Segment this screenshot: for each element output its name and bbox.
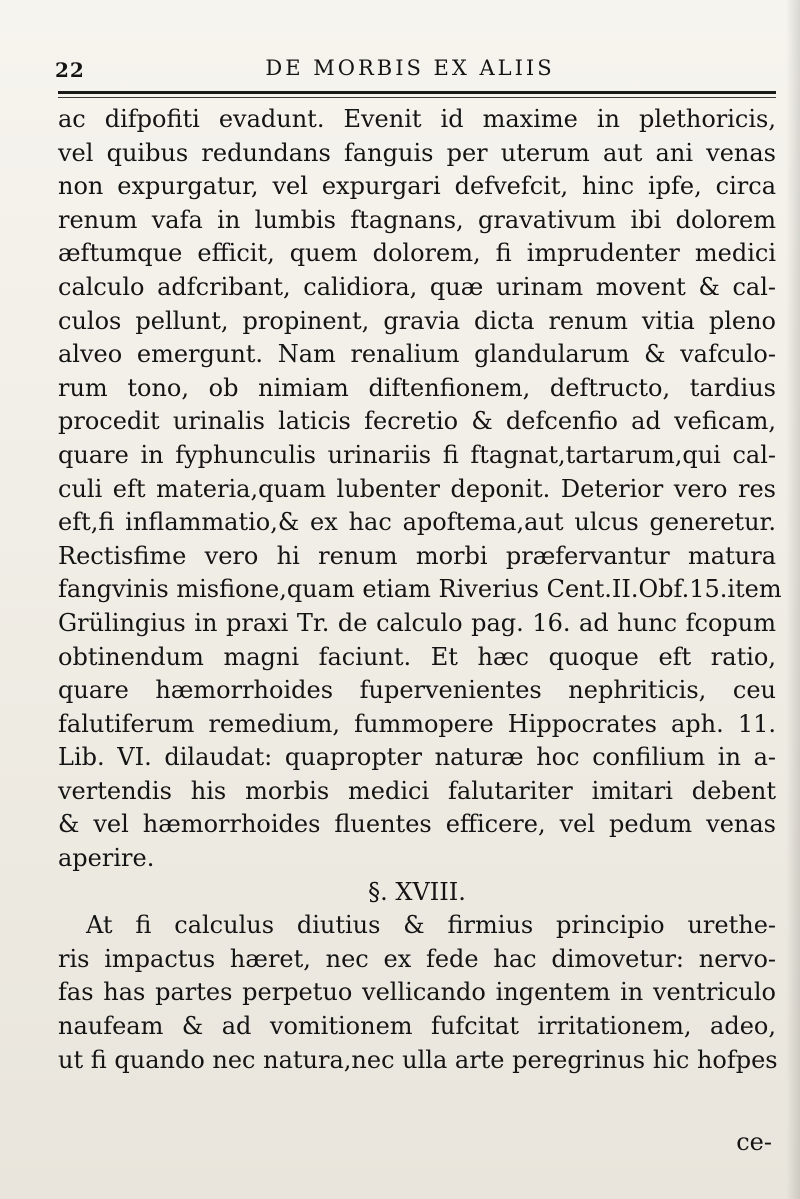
running-head: DE MORBIS EX ALIIS <box>265 56 555 80</box>
header-rule-thin <box>58 97 776 98</box>
text-line: Lib. VI. dilaudat: quapropter naturæ hoc confilium in a- <box>58 743 776 772</box>
text-line: Grülingius in praxi Tr. de calculo pag. 16. ad hunc fcopum <box>58 608 776 637</box>
text-line: alveo emergunt. Nam renalium glandularum & vafculo- <box>58 340 776 369</box>
page-number: 22 <box>55 58 85 82</box>
text-line: non expurgatur, vel expurgari defvefcit, hinc ipfe, circa <box>58 172 776 201</box>
text-line: ris impactus hæret, nec ex fede hac dimovetur: nervo- <box>58 944 776 973</box>
text-line: fangvinis misfione,quam etiam Riverius Cent.II.Obf.15.item <box>58 575 782 604</box>
text-line: aperire. <box>58 844 155 873</box>
text-line: fas has partes perpetuo vellicando ingentem in ventriculo <box>58 978 776 1007</box>
text-line: & vel hæmorrhoides fluentes efficere, vel pedum venas <box>58 810 776 839</box>
text-line: vel quibus redundans fanguis per uterum aut ani venas <box>58 138 776 167</box>
text-line: naufeam & ad vomitionem fufcitat irritationem, adeo, <box>58 1012 776 1041</box>
text-line: calculo adfcribant, calidiora, quæ urinam movent & cal- <box>58 272 776 301</box>
page-edge-shadow <box>786 0 800 1199</box>
text-line: vertendis his morbis medici falutariter imitari debent <box>58 776 776 805</box>
text-line: renum vafa in lumbis ftagnans, gravativum ibi dolorem <box>58 205 776 234</box>
text-line: quare hæmorrhoides fupervenientes nephriticis, ceu <box>58 676 776 705</box>
text-line: culos pellunt, propinent, gravia dicta renum vitia pleno <box>58 306 776 335</box>
text-line: obtinendum magni faciunt. Et hæc quoque eft ratio, <box>58 642 776 671</box>
text-line: ac difpofiti evadunt. Evenit id maxime in plethoricis, <box>58 105 776 133</box>
text-line: procedit urinalis laticis fecretio & defcenfio ad veficam, <box>58 407 776 436</box>
header-rule <box>58 91 776 94</box>
catchword: ce- <box>736 1128 772 1156</box>
text-line: eft,fi inflammatio,& ex hac apoftema,aut ulcus generetur. <box>58 508 776 537</box>
text-line: rum tono, ob nimiam diftenfionem, deftructo, tardius <box>58 373 776 402</box>
text-line: falutiferum remedium, fummopere Hippocrates aph. 11. <box>58 709 776 738</box>
text-line: At fi calculus diutius & firmius principio urethe- <box>86 911 776 940</box>
text-line: æftumque efficit, quem dolorem, fi imprudenter medici <box>58 239 776 268</box>
text-line: Rectisfime vero hi renum morbi præfervantur matura <box>58 541 776 570</box>
text-line: ut fi quando nec natura,nec ulla arte peregrinus hic hofpes <box>58 1045 778 1074</box>
text-line: culi eft materia,quam lubenter deponit. Deterior vero res <box>58 474 776 503</box>
body-text <box>58 103 788 1077</box>
section-heading: §. XVIII. <box>368 877 466 906</box>
text-line: quare in fyphunculis urinariis fi ftagnat,tartarum,qui cal- <box>58 440 776 469</box>
